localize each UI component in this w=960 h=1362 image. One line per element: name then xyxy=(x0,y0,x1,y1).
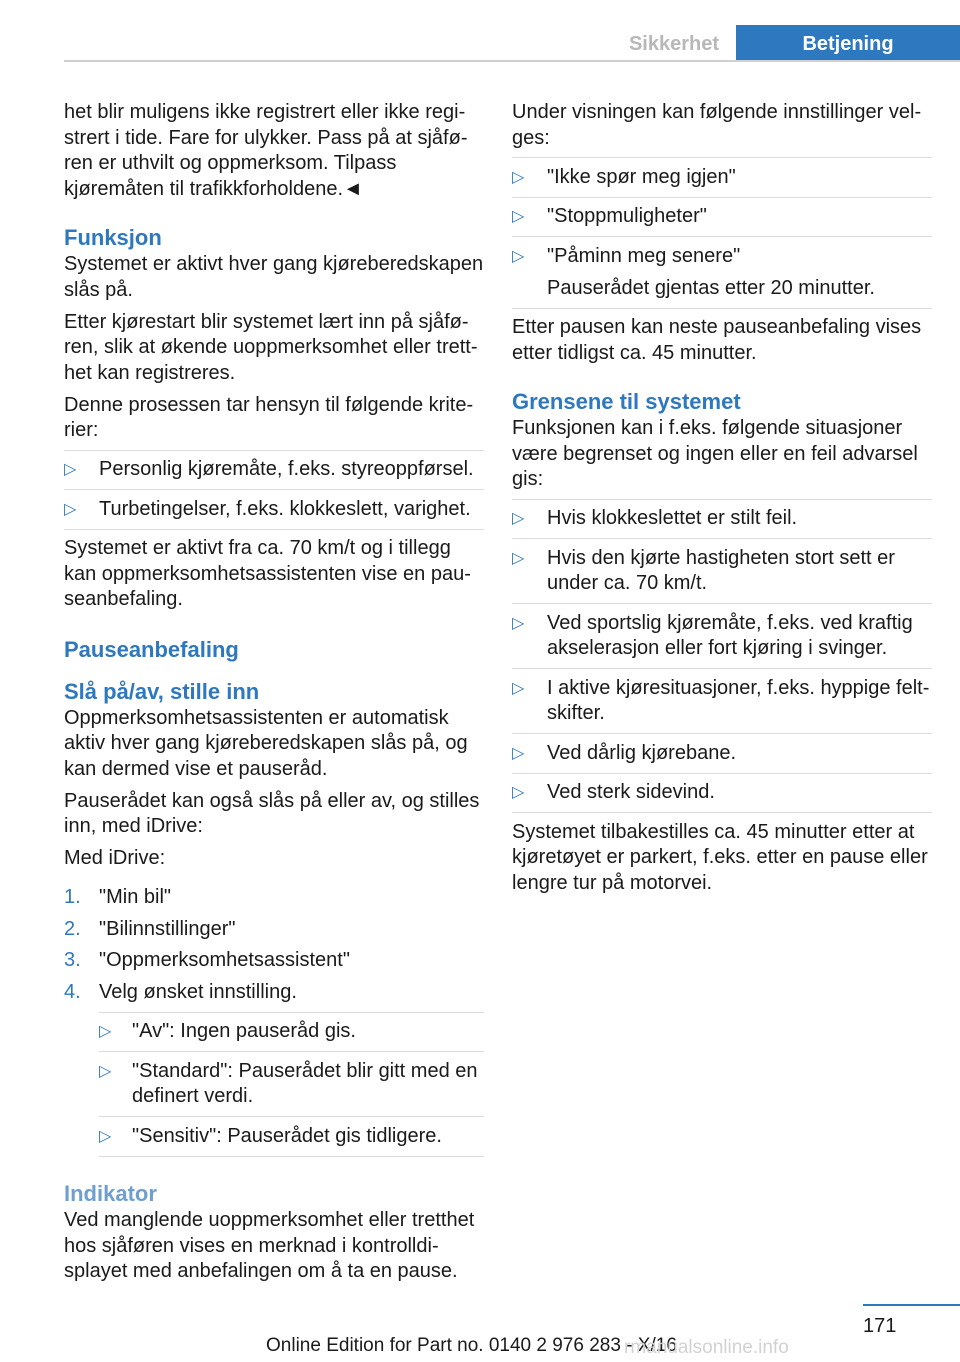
watermark: rmanualsonline.info xyxy=(624,1337,789,1358)
list-item: ▷ Ved sportslig kjøremåte, f.eks. ved kraftig akselerasjon eller fort kjøring i svinger. xyxy=(512,603,932,668)
list-item: ▷ "Av": Ingen pauseråd gis. xyxy=(99,1012,484,1052)
list-item: ▷ "Stoppmuligheter" xyxy=(512,197,932,237)
grensene-paragraph: Funksjonen kan i f.eks. følgende situasjoner være begrenset og ingen eller en feil advarsel gis: xyxy=(512,417,918,490)
tab-sikkerhet[interactable]: Sikkerhet xyxy=(628,33,720,55)
list-item: ▷ Hvis den kjørte hastigheten stort sett er under ca. 70 km/t. xyxy=(512,538,932,603)
triangle-bullet-icon: ▷ xyxy=(512,744,525,762)
triangle-bullet-icon: ▷ xyxy=(99,1127,112,1145)
tab-betjening[interactable]: Betjening xyxy=(736,25,960,62)
limits-list xyxy=(512,499,932,814)
list-item: ▷ Ved sterk sidevind. xyxy=(512,773,932,814)
triangle-bullet-icon: ▷ xyxy=(512,784,525,801)
list-item: ▷ Ved dårlig kjørebane. xyxy=(512,733,932,773)
pause-paragraph: Etter pausen kan neste pauseanbefaling vises etter tidligst ca. 45 minutter. xyxy=(512,316,922,364)
indikator-heading: Indikator xyxy=(64,1181,157,1206)
slaa-paragraph: Med iDrive: xyxy=(64,847,166,869)
triangle-bullet-icon: ▷ xyxy=(99,1062,112,1080)
grensene-heading: Grensene til systemet xyxy=(512,389,741,414)
funksjon-paragraph: Systemet er aktivt hver gang kjøreberedskapen slås på. xyxy=(64,253,484,301)
list-item: ▷ Personlig kjøremåte, f.eks. styreoppførsel. xyxy=(64,450,484,490)
triangle-bullet-icon: ▷ xyxy=(512,679,525,697)
left-column xyxy=(64,100,484,1291)
triangle-bullet-icon: ▷ xyxy=(99,1023,112,1041)
triangle-bullet-icon: ▷ xyxy=(512,247,525,265)
list-item: 4. Velg ønsket innstilling. ▷ "Av": Ingen pauseråd gis. ▷ "Standard": Pauserådet blir gitt med en definert verdi. ▷ "Sensitiv": Pauserådet gis tidligere. xyxy=(64,977,484,1160)
list-item: ▷ "Standard": Pauserådet blir gitt med en definert verdi. xyxy=(99,1051,484,1116)
list-item: 2. "Bilinnstillinger" xyxy=(64,917,236,940)
triangle-bullet-icon: ▷ xyxy=(64,500,77,518)
funksjon-paragraph: Denne prosessen tar hensyn til følgende kriterier: xyxy=(64,393,474,441)
triangle-bullet-icon: ▷ xyxy=(512,168,525,186)
right-column xyxy=(512,100,932,903)
triangle-bullet-icon: ▷ xyxy=(512,510,525,527)
page-number: 171 xyxy=(863,1315,897,1337)
options-intro: Under visningen kan følgende innstillinger velges: xyxy=(512,101,922,149)
pause-heading: Pauseanbefaling xyxy=(64,636,239,662)
triangle-bullet-icon: ▷ xyxy=(64,461,77,478)
list-item: 1. "Min bil" xyxy=(64,885,171,908)
edition-text: Online Edition for Part no. 0140 2 976 283 - X/16 xyxy=(266,1335,677,1356)
funksjon-paragraph: Systemet er aktivt fra ca. 70 km/t og i tillegg kan oppmerksomhetsassistenten vise en pauseanbefaling. xyxy=(64,537,471,610)
display-options-list xyxy=(512,157,932,309)
criteria-list xyxy=(64,450,484,530)
triangle-bullet-icon: ▷ xyxy=(512,549,525,567)
intro-paragraph: het blir muligens ikke registrert eller ikke registrert i tide. Fare for ulykker. Pass på at sjåføren er uthvilt og oppmerksom. Tilpass kjøremåten til trafikkforholdene.◄ xyxy=(64,101,468,200)
steps-list xyxy=(64,882,484,1161)
slaa-heading: Slå på/av, stille inn xyxy=(64,678,260,704)
list-item: ▷ Turbetingelser, f.eks. klokkeslett, varighet. xyxy=(64,489,484,530)
grensene-paragraph: Systemet tilbakestilles ca. 45 minutter etter at kjøretøyet er parkert, f.eks. etter en pause eller lengre tur på motorvei. xyxy=(512,820,928,894)
option-note: Pauserådet gjentas etter 20 minutter. xyxy=(547,276,875,299)
list-item: ▷ "Sensitiv": Pauserådet gis tidligere. xyxy=(99,1116,484,1157)
slaa-paragraph: Pauserådet kan også slås på eller av, og stilles inn, med iDrive: xyxy=(64,789,480,837)
header-divider xyxy=(64,60,960,62)
indikator-paragraph: Ved manglende uoppmerksomhet eller tretthet hos sjåføren vises en merknad i kontrolldisplayet med anbefalingen om å ta en pause. xyxy=(64,1209,475,1282)
setting-options-list xyxy=(99,1012,484,1157)
list-item: ▷ "Ikke spør meg igjen" xyxy=(512,157,932,197)
funksjon-heading: Funksjon xyxy=(64,225,162,250)
list-item: 3. "Oppmerksomhetsassistent" xyxy=(64,949,350,972)
footer-divider xyxy=(863,1304,960,1306)
triangle-bullet-icon: ▷ xyxy=(512,614,525,632)
list-item: ▷ "Påminn meg senere" Pauserådet gjentas etter 20 minutter. xyxy=(512,236,932,309)
list-item: ▷ I aktive kjøresituasjoner, f.eks. hyppige feltskifter. xyxy=(512,668,932,733)
funksjon-paragraph: Etter kjørestart blir systemet lært inn på sjåføren, slik at økende uoppmerksomhet eller tretthet kan registreres. xyxy=(64,310,478,384)
slaa-paragraph: Oppmerksomhetsassistenten er automatisk aktiv hver gang kjøreberedskapen slås på, og kan dermed vise et pauseråd. xyxy=(64,706,468,780)
list-item: ▷ Hvis klokkeslettet er stilt feil. xyxy=(512,499,932,539)
triangle-bullet-icon: ▷ xyxy=(512,208,525,225)
